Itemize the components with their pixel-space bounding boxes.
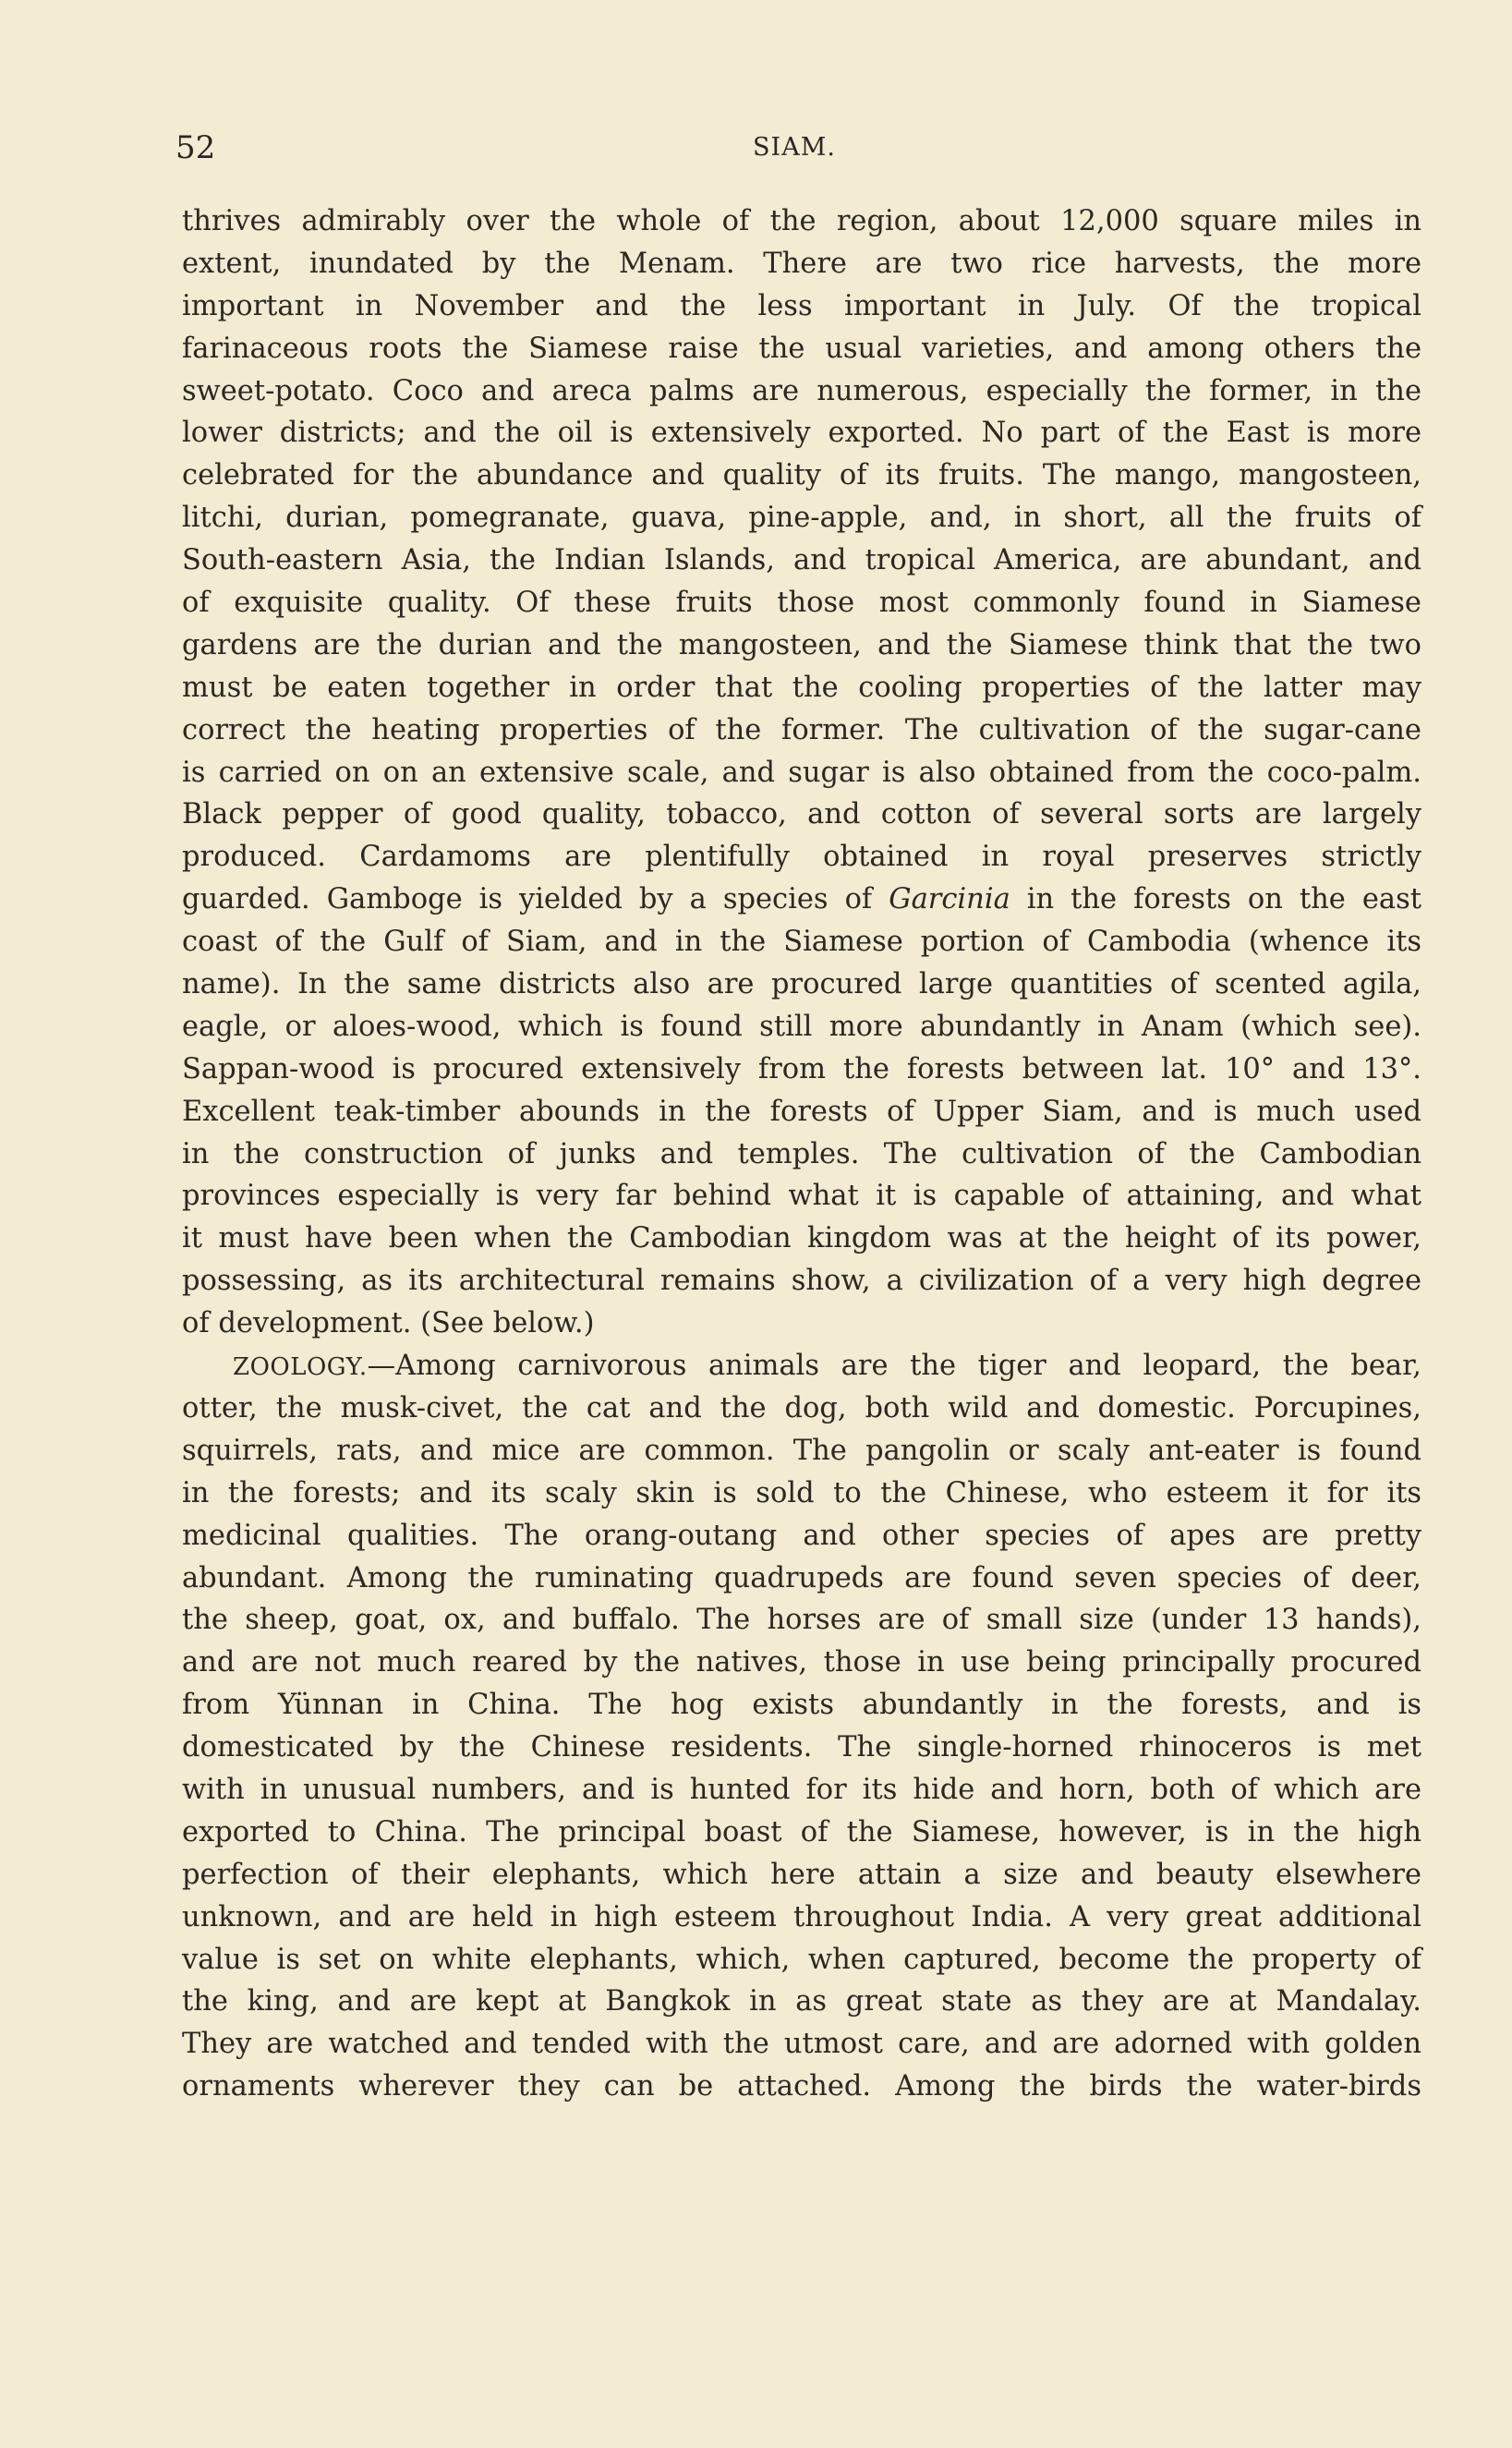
text-line: extent, inundated by the Menam. There are two rice harvests, the more	[182, 247, 1421, 280]
text-line: eagle, or aloes-wood, which is found still more abundantly in Anam (which see).	[182, 1010, 1421, 1043]
text-line: gardens are the durian and the mangosteen, and the Siamese think that the two	[182, 628, 1421, 661]
text-line: unknown, and are held in high esteem throughout India. A very great additional	[182, 1900, 1421, 1933]
text-line: is carried on on an extensive scale, and sugar is also obtained from the coco-palm.	[182, 756, 1421, 789]
text-line: Sappan-wood is procured extensively from the forests between lat. 10° and 13°.	[182, 1052, 1421, 1085]
text-line: medicinal qualities. The orang-outang and other species of apes are pretty	[182, 1519, 1421, 1552]
text-line: celebrated for the abundance and quality of its fruits. The mango, mangosteen,	[182, 459, 1421, 492]
text-line: produced. Cardamoms are plentifully obtained in royal preserves strictly	[182, 841, 1421, 874]
zoology-heading: ZOOLOGY.	[233, 1353, 368, 1382]
text-line: otter, the musk-civet, the cat and the dog, both wild and domestic. Porcupines,	[182, 1391, 1421, 1424]
text-line: thrives admirably over the whole of the region, about 12,000 square miles in	[182, 205, 1421, 237]
text-line: farinaceous roots the Siamese raise the usual varieties, and among others the	[182, 332, 1421, 365]
text-line: correct the heating properties of the former. The cultivation of the sugar-cane	[182, 713, 1421, 746]
text-line: possessing, as its architectural remains show, a civilization of a very high degree	[182, 1265, 1421, 1298]
text-line: the king, and are kept at Bangkok in as great state as they are at Mandalay.	[182, 1985, 1421, 2018]
text-line: sweet-potato. Coco and areca palms are numerous, especially the former, in the	[182, 374, 1421, 407]
text-line: perfection of their elephants, which here attain a size and beauty elsewhere	[182, 1858, 1421, 1891]
running-title: SIAM.	[753, 133, 836, 162]
text-line: it must have been when the Cambodian kingdom was at the height of its power,	[182, 1222, 1421, 1255]
text-line: domesticated by the Chinese residents. The single-horned rhinoceros is met	[182, 1731, 1421, 1764]
text-line: and are not much reared by the natives, those in use being principally procured	[182, 1646, 1421, 1679]
text-line: They are watched and tended with the utmost care, and are adorned with golden	[182, 2028, 1421, 2061]
text-line: name). In the same districts also are procured large quantities of scented agila,	[182, 968, 1421, 1001]
text-line: important in November and the less important in July. Of the tropical	[182, 289, 1421, 322]
text-line: ornaments wherever they can be attached. Among the birds the water-birds	[182, 2070, 1421, 2103]
text-line: must be eaten together in order that the cooling properties of the latter may	[182, 671, 1421, 704]
text-line: provinces especially is very far behind what it is capable of attaining, and what	[182, 1180, 1421, 1213]
text-line: with in unusual numbers, and is hunted for its hide and horn, both of which are	[182, 1773, 1421, 1806]
text-line: coast of the Gulf of Siam, and in the Siamese portion of Cambodia (whence its	[182, 926, 1421, 959]
zoology-first-line: —Among carnivorous animals are the tiger and leopard, the bear,	[367, 1350, 1421, 1383]
text-line: in the construction of junks and temples. The cultivation of the Cambodian	[182, 1137, 1421, 1170]
text-line: value is set on white elephants, which, when captured, become the property of	[182, 1943, 1421, 1976]
text-line: of exquisite quality. Of these fruits those most commonly found in Siamese	[182, 587, 1421, 620]
body-text	[182, 200, 1421, 2108]
text-line: South-eastern Asia, the Indian Islands, and tropical America, are abundant, and	[182, 544, 1421, 577]
genus-name: Garcinia	[889, 883, 1010, 916]
text-line: lower districts; and the oil is extensively exported. No part of the East is more	[182, 417, 1421, 450]
text-line: squirrels, rats, and mice are common. The pangolin or scaly ant-eater is found	[182, 1434, 1421, 1467]
text-line: in the forests; and its scaly skin is sold to the Chinese, who esteem it for its	[182, 1476, 1421, 1509]
text-line: guarded. Gamboge is yielded by a species of Garcinia in the forests on the east	[182, 883, 1421, 916]
text-line: Excellent teak-timber abounds in the forests of Upper Siam, and is much used	[182, 1095, 1421, 1128]
text-line: litchi, durian, pomegranate, guava, pine-apple, and, in short, all the fruits of	[182, 502, 1421, 535]
zoology-paragraph-start	[182, 1345, 1421, 1388]
running-head	[175, 129, 1422, 176]
text-line: the sheep, goat, ox, and buffalo. The horses are of small size (under 13 hands),	[182, 1604, 1421, 1637]
text-line: Black pepper of good quality, tobacco, and cotton of several sorts are largely	[182, 798, 1421, 831]
text-line: of development. (See below.)	[182, 1307, 595, 1340]
text-line: exported to China. The principal boast of the Siamese, however, is in the high	[182, 1815, 1421, 1848]
page-number: 52	[175, 129, 216, 166]
text-line: from Yünnan in China. The hog exists abundantly in the forests, and is	[182, 1689, 1421, 1722]
text-line: abundant. Among the ruminating quadrupeds are found seven species of deer,	[182, 1561, 1421, 1594]
